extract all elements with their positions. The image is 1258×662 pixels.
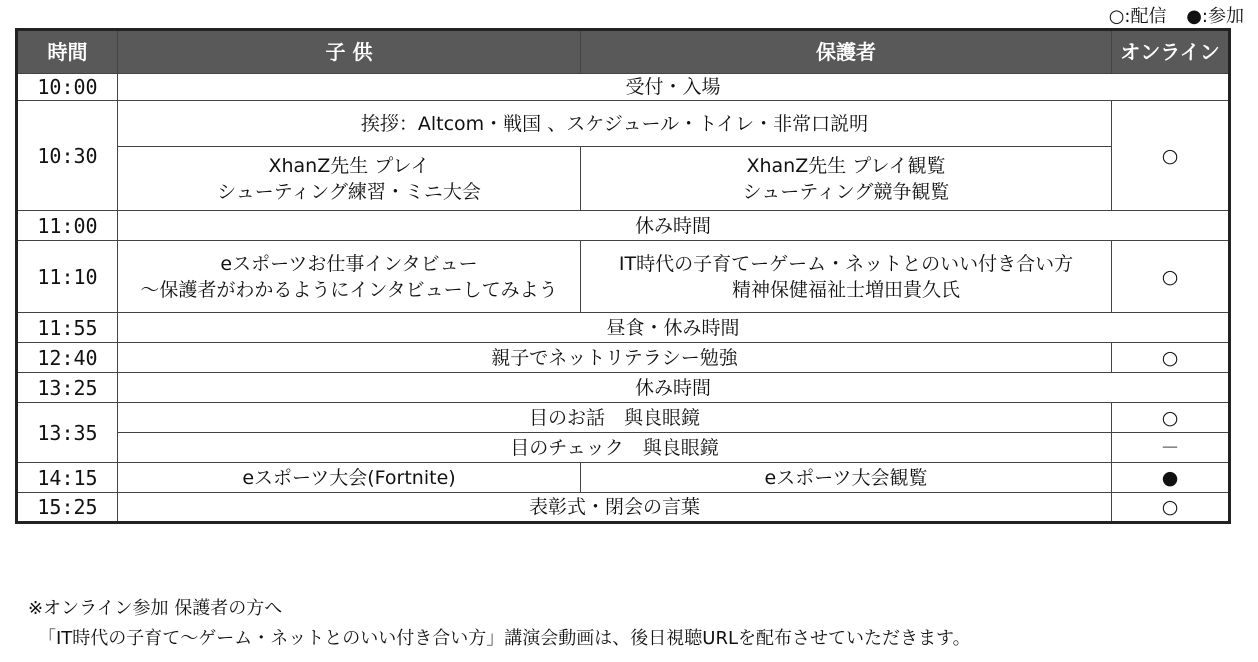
event-cell: 目のチェック 與良眼鏡 bbox=[118, 433, 1112, 463]
online-note-heading: ※オンライン参加 保護者の方へ bbox=[28, 598, 283, 619]
child-cell bbox=[118, 241, 581, 313]
time-cell: 13:25 bbox=[17, 373, 118, 403]
table-row bbox=[17, 74, 1230, 101]
parent-line: 精神保健福祉士増田貴久氏 bbox=[731, 278, 960, 301]
time-cell: 11:55 bbox=[17, 313, 118, 343]
child-cell bbox=[118, 147, 581, 211]
header-time: 時間 bbox=[17, 30, 118, 74]
time-cell: 14:15 bbox=[17, 463, 118, 493]
schedule-table bbox=[15, 28, 1231, 524]
table-row bbox=[17, 493, 1230, 523]
time-cell: 11:10 bbox=[17, 241, 118, 313]
event-cell: 表彰式・閉会の言葉 bbox=[118, 493, 1112, 523]
child-line: シューティング練習・ミニ大会 bbox=[217, 180, 481, 203]
time-cell: 12:40 bbox=[17, 343, 118, 373]
table-row bbox=[17, 147, 1230, 211]
table-row bbox=[17, 101, 1230, 147]
header-child: 子 供 bbox=[118, 30, 581, 74]
table-row bbox=[17, 343, 1230, 373]
table-row bbox=[17, 433, 1230, 463]
event-cell: 休み時間 bbox=[118, 211, 1230, 241]
child-line: XhanZ先生 プレイ bbox=[268, 154, 430, 177]
table-row bbox=[17, 313, 1230, 343]
legend-attend: ●:参加 bbox=[1186, 6, 1244, 27]
event-cell: 昼食・休み時間 bbox=[118, 313, 1230, 343]
table-row bbox=[17, 463, 1230, 493]
time-cell: 10:00 bbox=[17, 74, 118, 101]
parent-line: シューティング競争観覧 bbox=[742, 180, 950, 203]
parent-cell: eスポーツ大会観覧 bbox=[581, 463, 1112, 493]
event-cell: 受付・入場 bbox=[118, 74, 1230, 101]
online-mark: ○ bbox=[1112, 241, 1230, 313]
table-row bbox=[17, 403, 1230, 433]
header-parent: 保護者 bbox=[581, 30, 1112, 74]
table-row bbox=[17, 211, 1230, 241]
time-cell: 11:00 bbox=[17, 211, 118, 241]
legend-stream: ○:配信 bbox=[1108, 6, 1167, 27]
online-note-body: 「IT時代の子育て～ゲーム・ネットとのいい付き合い方」講演会動画は、後日視聴URLを配布させていただきます。 bbox=[38, 628, 971, 649]
online-mark: ○ bbox=[1112, 101, 1230, 211]
child-line: eスポーツお仕事インタビュー bbox=[220, 252, 478, 275]
child-cell: eスポーツ大会(Fortnite) bbox=[118, 463, 581, 493]
online-mark: ○ bbox=[1112, 403, 1230, 433]
table-row bbox=[17, 373, 1230, 403]
online-mark: ○ bbox=[1112, 343, 1230, 373]
child-line: ～保護者がわかるようにインタビューしてみよう bbox=[140, 278, 558, 301]
parent-cell bbox=[581, 241, 1112, 313]
event-cell: 挨拶：Altcom・戦国 、スケジュール・トイレ・非常口説明 bbox=[118, 101, 1112, 147]
online-mark: ○ bbox=[1112, 493, 1230, 523]
online-mark: ● bbox=[1112, 463, 1230, 493]
event-cell: 親子でネットリテラシー勉強 bbox=[118, 343, 1112, 373]
time-cell: 10:30 bbox=[17, 101, 118, 211]
parent-line: IT時代の子育てーゲーム・ネットとのいい付き合い方 bbox=[618, 252, 1074, 275]
event-cell: 休み時間 bbox=[118, 373, 1230, 403]
legend bbox=[1095, 2, 1244, 28]
parent-line: XhanZ先生 プレイ観覧 bbox=[746, 154, 946, 177]
header-online: オンライン bbox=[1112, 30, 1230, 74]
online-mark: － bbox=[1112, 433, 1230, 463]
parent-cell bbox=[581, 147, 1112, 211]
time-cell: 15:25 bbox=[17, 493, 118, 523]
event-cell: 目のお話 與良眼鏡 bbox=[118, 403, 1112, 433]
table-header-row bbox=[17, 30, 1230, 74]
table-row bbox=[17, 241, 1230, 313]
time-cell: 13:35 bbox=[17, 403, 118, 463]
